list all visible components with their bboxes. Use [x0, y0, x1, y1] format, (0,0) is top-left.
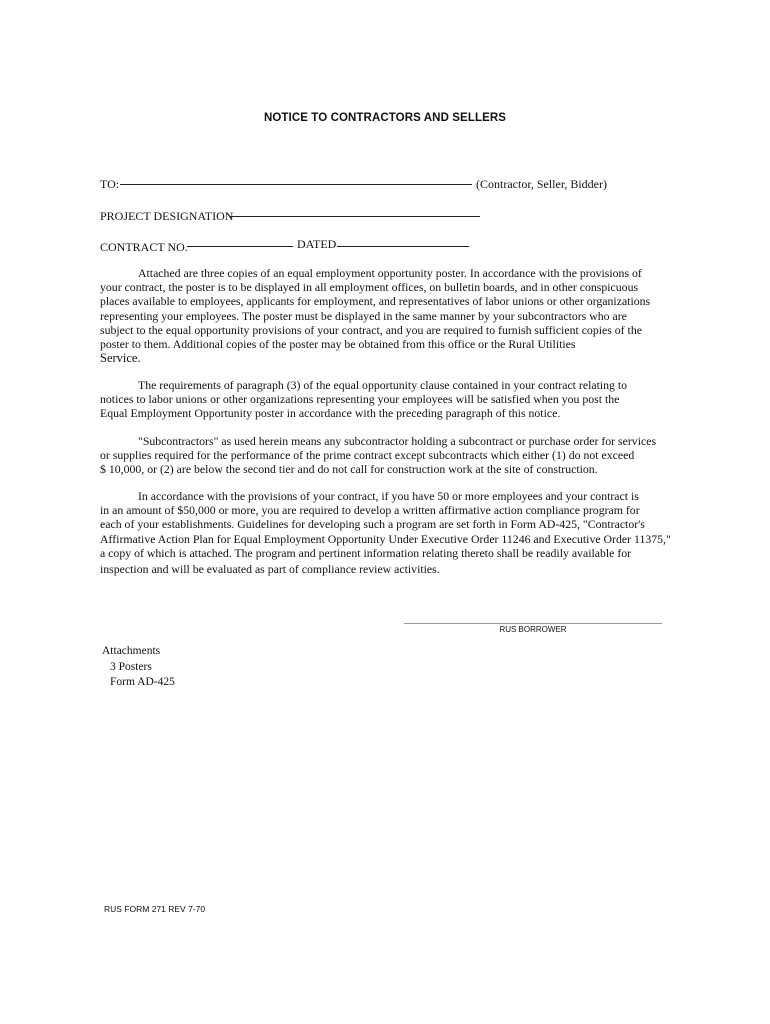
paragraph-line: places available to employees, applicants for employment, and representatives of labor unions or other organizations — [100, 294, 651, 309]
contract-no-label: CONTRACT NO. — [100, 240, 188, 254]
paragraph-line: In accordance with the provisions of your contract, if you have 50 or more employees and your contract is — [138, 489, 639, 503]
paragraph-line: inspection and will be evaluated as part of compliance review activities. — [100, 562, 440, 577]
to-field-line[interactable] — [120, 184, 472, 185]
to-hint: (Contractor, Seller, Bidder) — [476, 177, 607, 191]
project-designation-field-line[interactable] — [230, 216, 480, 217]
paragraph-poster — [100, 266, 690, 365]
attachment-item: Form AD-425 — [110, 676, 175, 688]
attachments-label: Attachments — [102, 645, 161, 657]
paragraph-line: Equal Employment Opportunity poster in accordance with the preceding paragraph of this notice. — [100, 406, 561, 421]
paragraph-line: The requirements of paragraph (3) of the equal opportunity clause contained in your contract relating to — [138, 378, 628, 392]
dated-label: DATED — [297, 237, 337, 251]
paragraph-requirements — [100, 378, 690, 421]
form-number: RUS FORM 271 REV 7-70 — [104, 904, 206, 914]
paragraph-line: poster to them. Additional copies of the poster may be obtained from this office or the Rural Utilities — [100, 337, 576, 352]
project-designation-label: PROJECT DESIGNATION — [100, 209, 234, 223]
paragraph-line: your contract, the poster is to be displayed in all employment offices, on bulletin boards, and in other conspicuous — [100, 280, 639, 295]
signature-label: RUS BORROWER — [499, 625, 567, 634]
paragraph-line: representing your employees. The poster must be displayed in the same manner by your subcontractors who are — [100, 308, 627, 323]
paragraph-line: "Subcontractors" as used herein means any subcontractor holding a subcontract or purchase order for services — [138, 434, 657, 448]
paragraph-line: notices to labor unions or other organizations representing your employees will be satisfied when you post the — [100, 392, 620, 407]
paragraph-line: $ 10,000, or (2) are below the second tier and do not call for construction work at the site of construction. — [100, 462, 598, 477]
contract-no-field-line[interactable] — [187, 246, 293, 247]
to-label: TO: — [100, 177, 120, 191]
paragraph-affirmative-action — [100, 489, 690, 576]
paragraph-line: a copy of which is attached. The program and pertinent information relating thereto shall be readily available for — [100, 545, 632, 560]
paragraph-line: each of your establishments. Guidelines for developing such a program are set forth in Form AD-425, "Contractor's — [100, 517, 645, 532]
paragraph-subcontractors — [100, 434, 690, 477]
paragraph-line: or supplies required for the performance of the prime contract except subcontracts which either (1) do not exceed — [100, 448, 635, 463]
paragraph-line: Attached are three copies of an equal employment opportunity poster. In accordance with the provisions of — [138, 266, 642, 280]
paragraph-line: Affirmative Action Plan for Equal Employment Opportunity Under Executive Order 11246 and Executive Order 11375," — [100, 531, 671, 546]
paragraph-line: in an amount of $50,000 or more, you are required to develop a written affirmative action compliance program for — [100, 503, 640, 518]
signature-line[interactable] — [404, 623, 662, 624]
document-title: NOTICE TO CONTRACTORS AND SELLERS — [263, 112, 507, 124]
paragraph-line: Service. — [100, 351, 141, 366]
attachment-item: 3 Posters — [110, 661, 152, 673]
paragraph-line: subject to the equal opportunity provisions of your contract, and you are required to furnish sufficient copies of the — [100, 322, 642, 337]
dated-field-line[interactable] — [337, 246, 469, 247]
